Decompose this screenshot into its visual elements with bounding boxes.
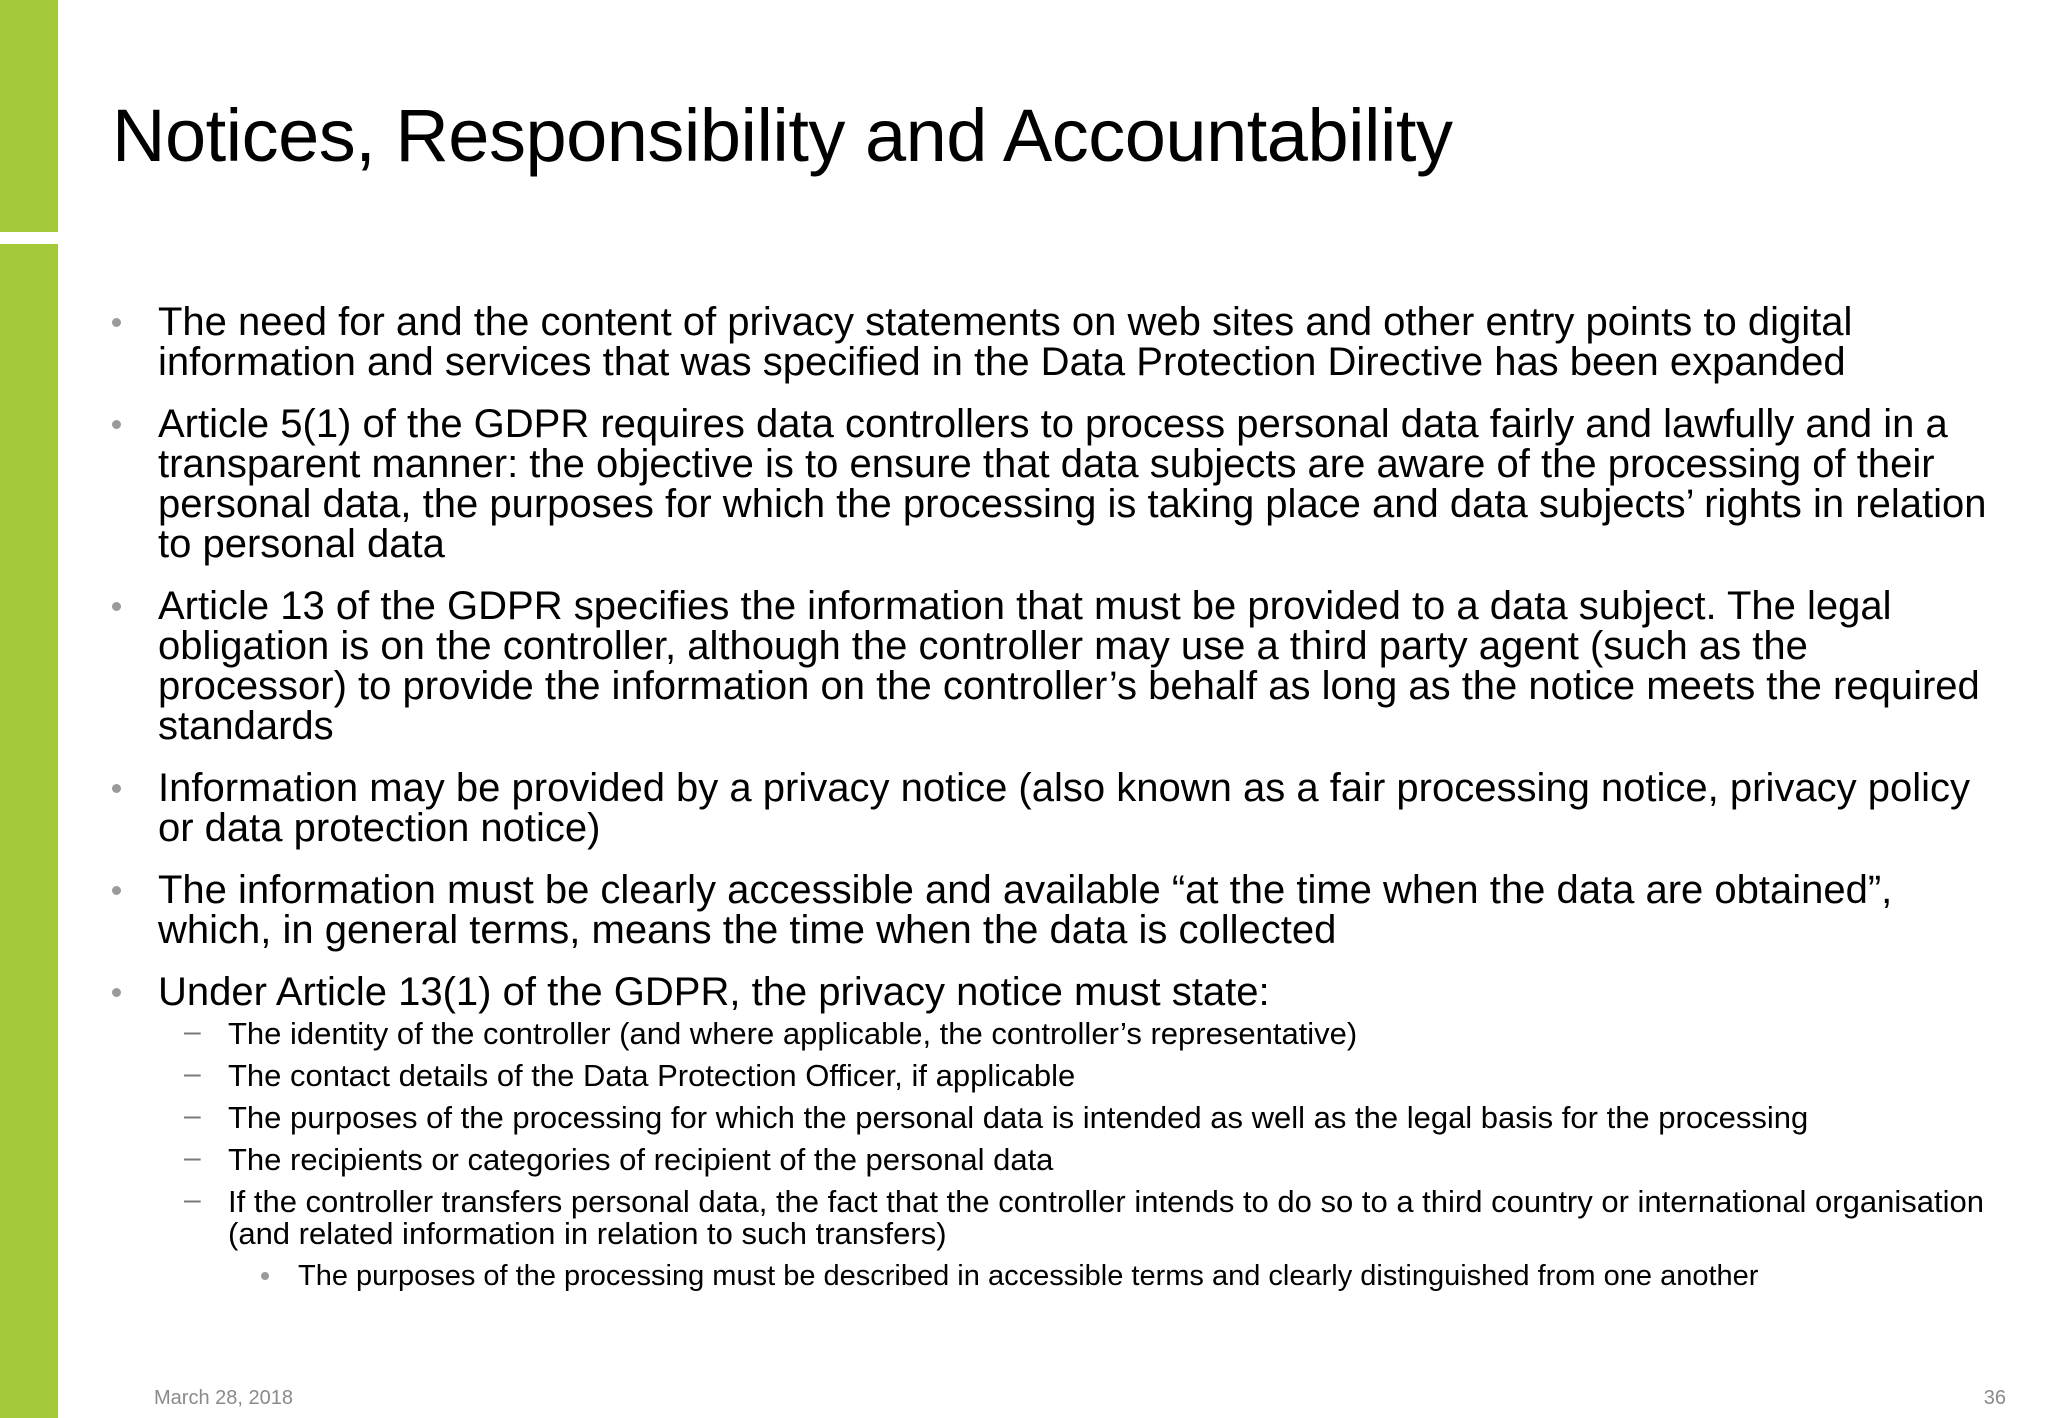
sub-bullet-text: The contact details of the Data Protection Officer, if applicable [228,1058,1076,1093]
slide-body [108,302,1988,1314]
sub-bullet-list [158,1015,1988,1292]
bullet-text: Article 5(1) of the GDPR requires data controllers to process personal data fairly and lawfully and in a transparent manner: the objective is to ensure that data subjects are aware of the processing of their personal data, the purposes for which the processing is taking place and data subjects’ rights in relation to personal data [158,402,1987,566]
bullet-dot-icon [112,886,121,895]
accent-bar-bottom [0,244,58,1418]
bullet-item [108,586,1988,746]
bullet-item [108,972,1988,1292]
bullet-text: The need for and the content of privacy statements on web sites and other entry points to digital information and services that was specified in the Data Protection Directive has been expanded [158,300,1853,384]
sub-bullet-text: If the controller transfers personal data, the fact that the controller intends to do so to a third country or international organisation (and related information in relation to such transfers) [228,1184,1984,1251]
bullet-dot-icon [112,988,121,997]
sub-bullet-text: The purposes of the processing for which the personal data is intended as well as the legal basis for the processing [228,1100,1809,1135]
bullet-text: Under Article 13(1) of the GDPR, the privacy notice must state: [158,970,1270,1014]
footer-date: March 28, 2018 [154,1387,293,1409]
slide-title: Notices, Responsibility and Accountability [112,94,1453,177]
bullet-item [108,302,1988,382]
bullet-text: The information must be clearly accessible and available “at the time when the data are obtained”, which, in general terms, means the time when the data is collected [158,868,1893,952]
bullet-item [108,870,1988,950]
bullet-item [108,404,1988,564]
accent-bar-top [0,0,58,232]
bullet-dot-icon [112,420,121,429]
bullet-dot-icon [112,784,121,793]
sub-bullet-text: The recipients or categories of recipient of the personal data [228,1142,1054,1177]
bullet-dot-icon [112,318,121,327]
sub-bullet-item [108,1099,1988,1135]
dash-icon: – [184,1099,201,1132]
sub-bullet-item [108,1057,1988,1093]
bullet-text: Article 13 of the GDPR specifies the information that must be provided to a data subject. The legal obligation is on the controller, although the controller may use a third party agent (such as the processor) to provide the information on the controller’s behalf as long as the notice meets the required standards [158,584,1980,748]
sub-bullet-item [108,1183,1988,1251]
bullet-dot-icon [112,602,121,611]
sub-bullet-item [108,1141,1988,1177]
dash-icon: – [184,1183,201,1216]
bullet-dot-icon [261,1272,269,1280]
dash-icon: – [184,1015,201,1048]
sub-bullet-text: The identity of the controller (and where applicable, the controller’s representative) [228,1016,1358,1051]
bullet-item [108,768,1988,848]
sub-sub-bullet-text: The purposes of the processing must be described in accessible terms and clearly distinguished from one another [298,1260,1759,1292]
bullet-text: Information may be provided by a privacy notice (also known as a fair processing notice, privacy policy or data protection notice) [158,766,1970,850]
dash-icon: – [184,1057,201,1090]
sub-bullet-item [108,1015,1988,1051]
sub-sub-bullet-item [108,1260,1988,1292]
page-number: 36 [1983,1387,2006,1409]
dash-icon: – [184,1141,201,1174]
